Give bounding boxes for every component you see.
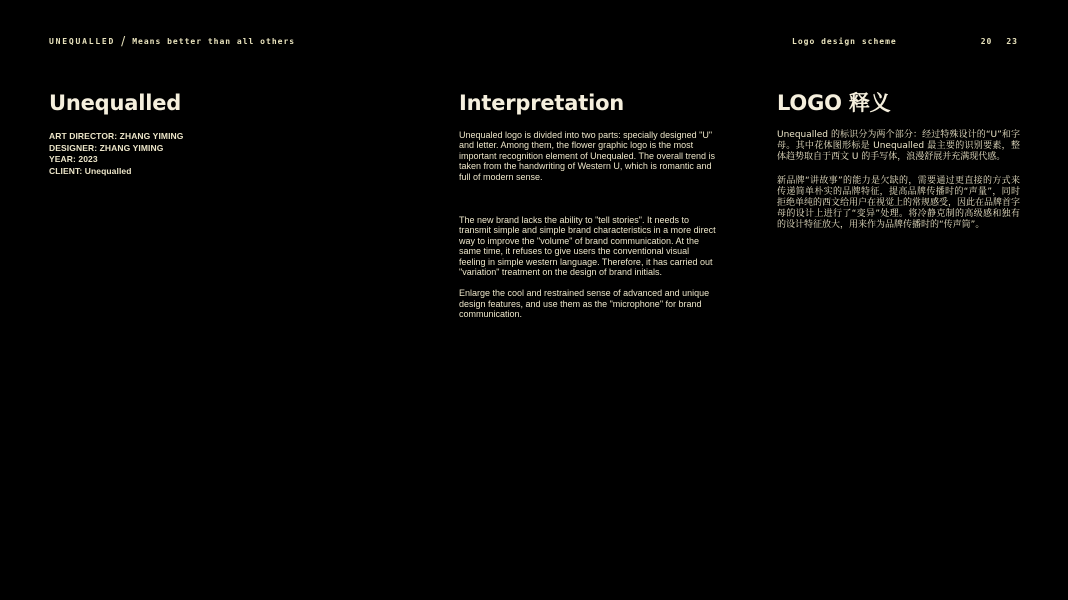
logo-meaning-paragraph: Unequalled 的标识分为两个部分：经过特殊设计的“U”和字母。其中花体图形标是 Unequalled 最主要的识别要素，整体趋势取自于西文 U 的手写体，浪漫舒展并充满现代感。 [777, 130, 1020, 162]
project-credits [49, 131, 389, 177]
credit-line-designer: DESIGNER: ZHANG YIMING [49, 142, 164, 153]
credit-line-art-director: ART DIRECTOR: ZHANG YIMING [49, 131, 184, 141]
brand-lockup [49, 33, 295, 47]
credit-line-year: YEAR: 2023 [49, 154, 98, 164]
brand-tagline: Means better than all others [132, 37, 296, 46]
page-number-left: 20 [980, 37, 993, 46]
interpretation-title: Interpretation [459, 91, 625, 115]
logo-meaning-paragraph: 新品牌“讲故事”的能力是欠缺的，需要通过更直接的方式来传递简单朴实的品牌特征，提高品牌传播时的“声量”，同时拒绝单纯的西文给用户在视觉上的常规感受，因此在品牌首字母的设计上进行了“变异”处理。将冷静克制的高级感和独有的设计特征放大，用来作为品牌传播时的“传声筒”。 [777, 176, 1021, 230]
logo-meaning-column [777, 90, 1020, 231]
page-number-right: 23 [1006, 37, 1018, 46]
project-title: Unequalled [49, 91, 182, 115]
project-info-column [49, 90, 389, 177]
section-label: Logo design scheme [792, 37, 897, 46]
brand-name: UNEQUALLED [49, 37, 116, 46]
interpretation-paragraph: The new brand lacks the ability to "tell stories". It needs to transmit simple and simple brand characteristics in a more direct way to improve the "volume" of brand communication. At the same time, it refuses to give users the conventional visual feeling in simple western language. Therefore, it has carried out "variation" treatment on the design of brand initials. [459, 215, 716, 278]
logo-meaning-title: LOGO 释义 [777, 91, 891, 115]
slash-divider-icon: / [121, 34, 127, 48]
interpretation-column [459, 90, 717, 320]
credit-line-client: CLIENT: Unequalled [49, 165, 132, 176]
interpretation-paragraph: Unequaled logo is divided into two parts: specially designed "U" and letter. Among them, the flower graphic logo is the most important recognition element of Unequaled. The overall trend is taken from the handwriting of Western U, which is romantic and full of modern sense. [459, 130, 715, 182]
page-numbers [981, 37, 1018, 46]
topbar [49, 33, 1018, 47]
interpretation-paragraph: Enlarge the cool and restrained sense of advanced and unique design features, and use them as the "microphone" for brand communication. [459, 288, 710, 320]
topbar-right [792, 37, 1018, 46]
